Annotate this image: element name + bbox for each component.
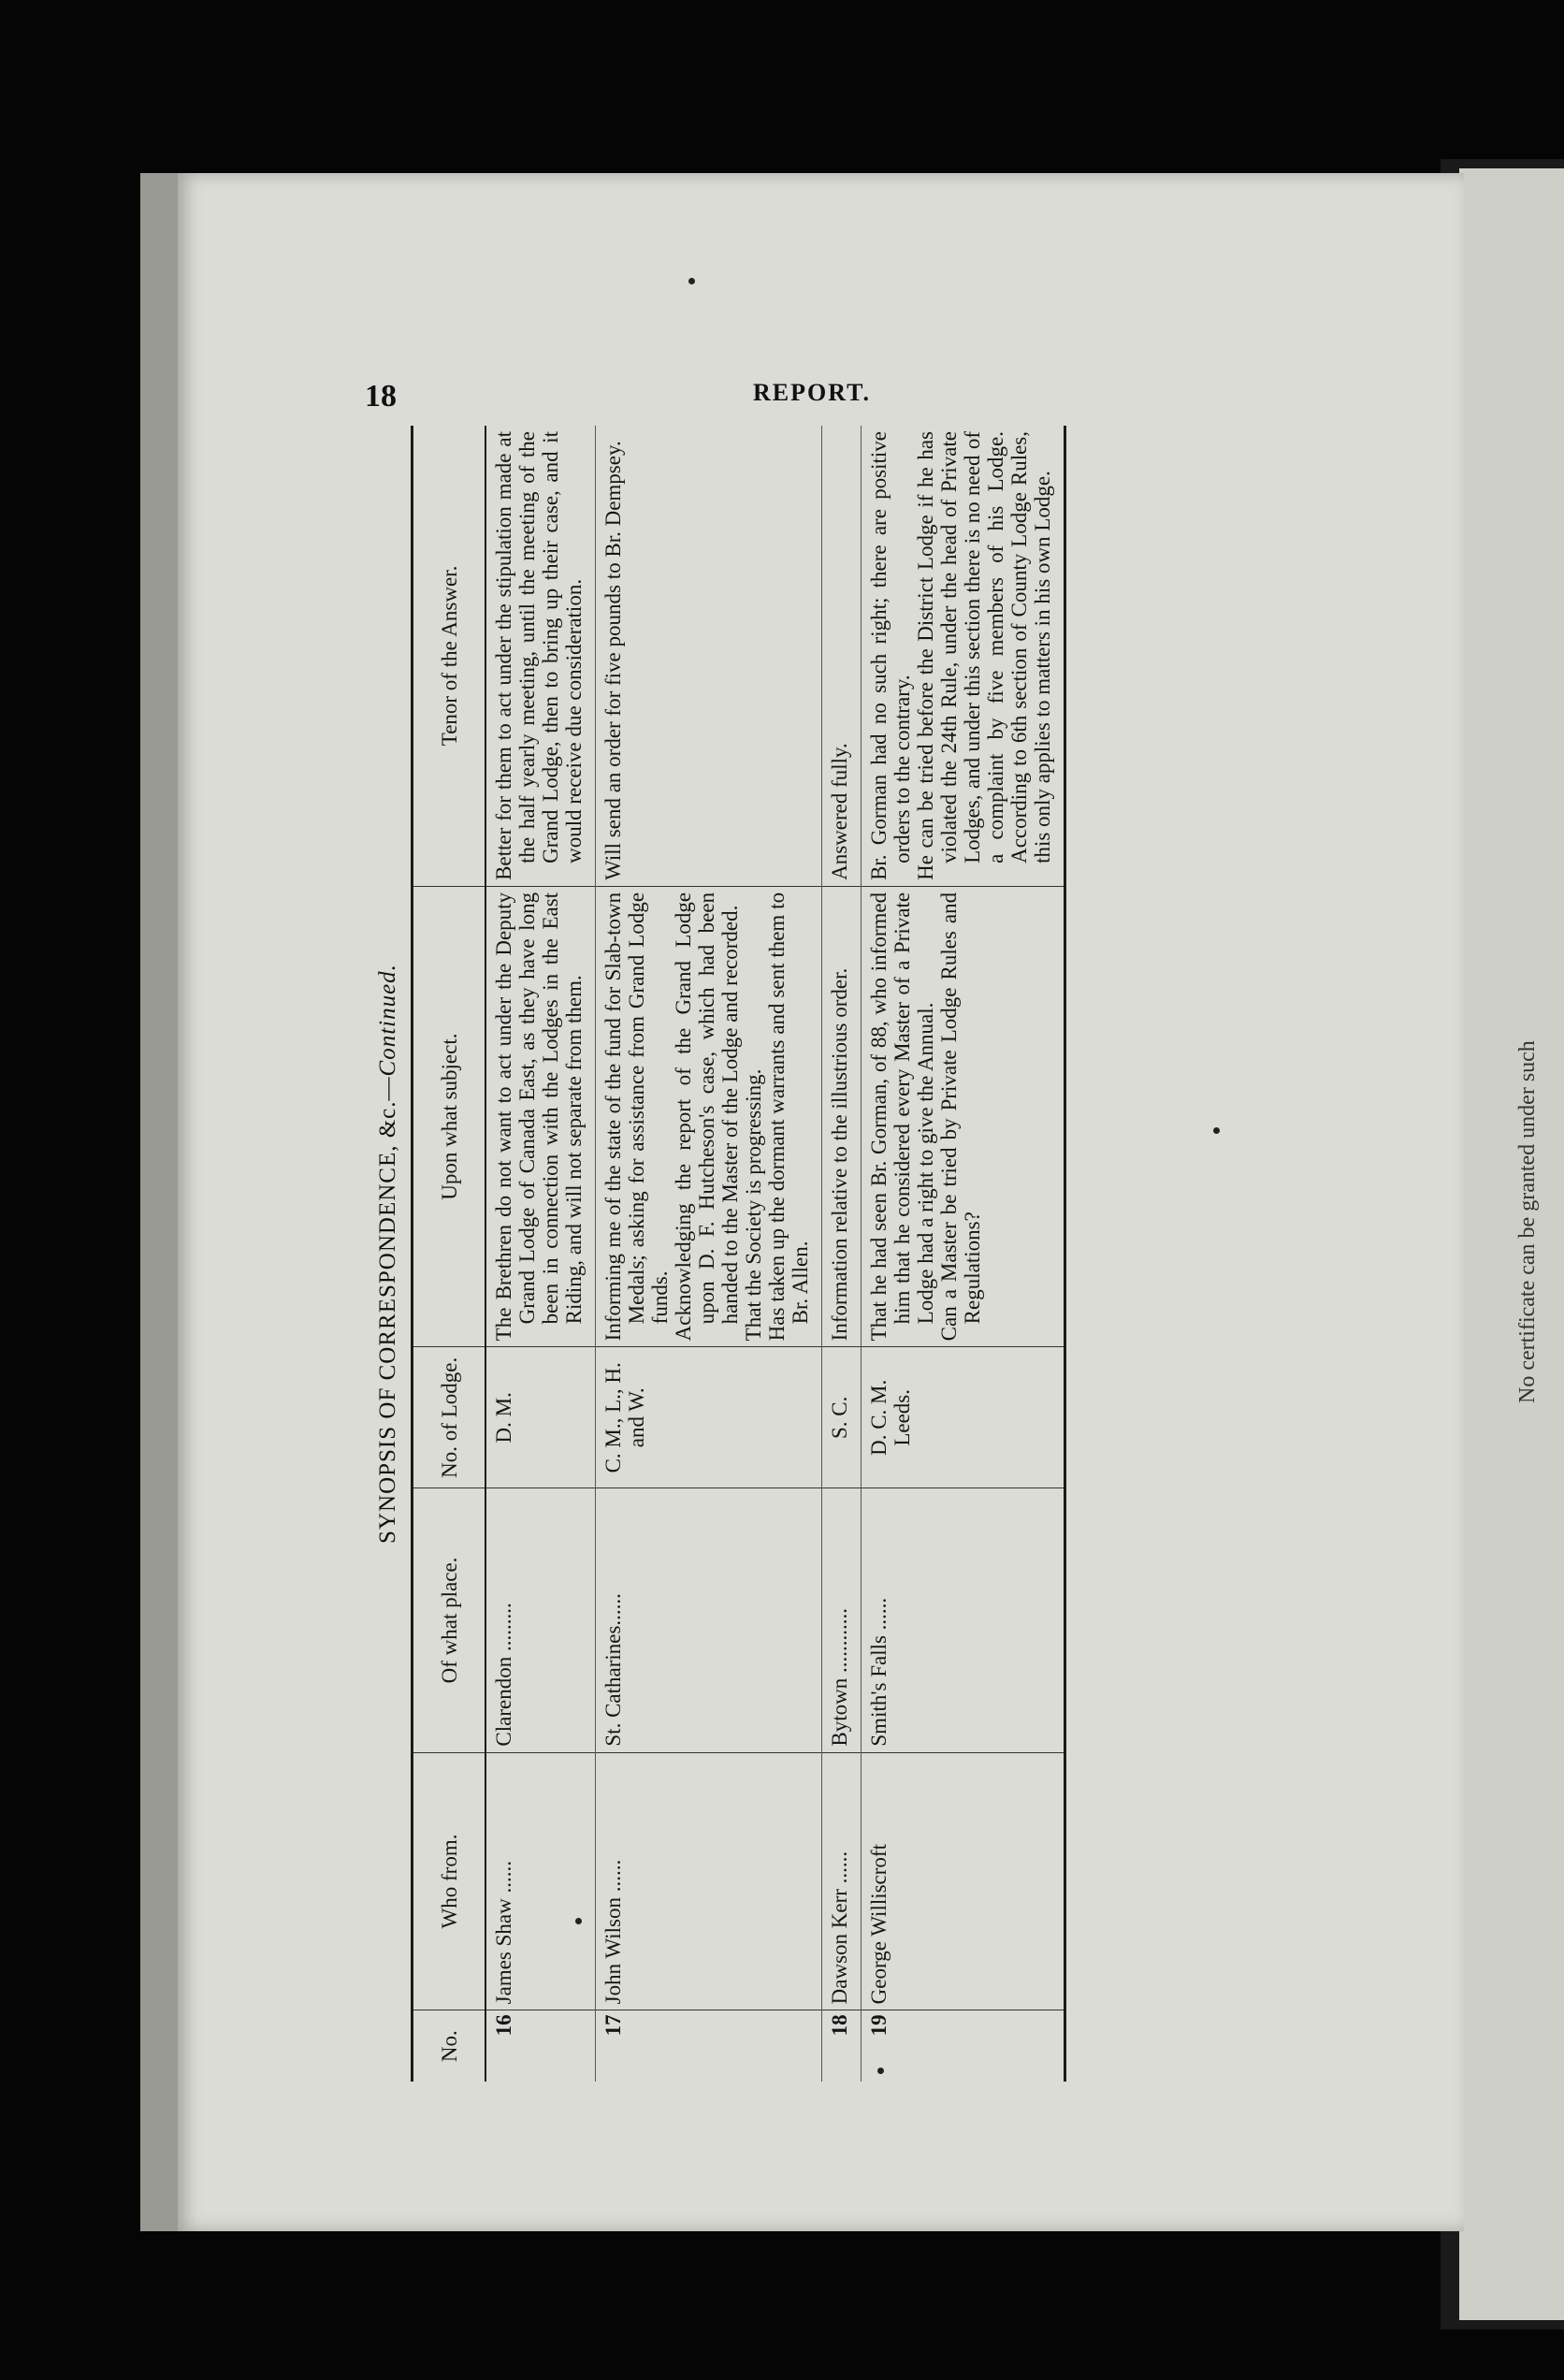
cell-no: 19 xyxy=(862,2010,1065,2082)
header-no: No. xyxy=(413,2010,486,2082)
answer-paragraph: Answered fully. xyxy=(828,743,851,880)
table-row xyxy=(596,426,822,2082)
cell-no: 17 xyxy=(596,2010,822,2082)
cell-answer xyxy=(596,426,822,886)
table-title: SYNOPSIS OF CORRESPONDENCE, &c.—Continued. xyxy=(375,964,400,1544)
cell-place: Smith's Falls ...... xyxy=(862,1488,1065,1752)
cell-lodge: D. M. xyxy=(485,1347,596,1488)
answer-paragraph: Will send an order for five pounds to Br. Dempsey. xyxy=(601,441,625,880)
table-header-row xyxy=(413,426,486,2082)
next-page-edge xyxy=(1459,168,1564,2320)
cell-who-from: George Williscroft xyxy=(862,1752,1065,2010)
running-head: REPORT. xyxy=(753,379,871,406)
answer-paragraph: Better for them to act under the stipulation made at the half yearly meeting, until the meeting of the Grand Lodge, then to bring up their case, and it would receive due consideration. xyxy=(492,431,586,880)
cell-who-from: James Shaw ...... xyxy=(485,1752,596,2010)
cell-subject xyxy=(485,886,596,1346)
table-title-main: SYNOPSIS OF CORRESPONDENCE, &c. xyxy=(375,1100,400,1544)
header-subject: Upon what subject. xyxy=(413,886,486,1346)
cell-place: Clarendon ......... xyxy=(485,1488,596,1752)
answer-paragraph: Br. Gorman had no such right; there are positive orders to the contrary. xyxy=(867,431,914,880)
subject-paragraph: That he had seen Br. Gorman, of 88, who informed him that he considered every Master of a Private Lodge had a right to give the Annual. xyxy=(867,892,937,1342)
answer-paragraph: He can be tried before the District Lodge if he has violated the 24th Rule, under the head of Private Lodges, and under this section there is no need of a complaint by five members of his Lodge. According to 6th section of County Lodge Rules, this only applies to matters in his own Lodge. xyxy=(914,431,1054,880)
cell-place: Bytown ............ xyxy=(822,1488,862,1752)
table-body xyxy=(485,426,1065,2082)
cell-subject xyxy=(862,886,1065,1346)
cell-answer xyxy=(862,426,1065,886)
ink-speck xyxy=(688,278,695,284)
page-number: 18 xyxy=(365,379,397,414)
ink-speck xyxy=(575,1918,582,1924)
table-title-suffix: Continued. xyxy=(375,964,400,1077)
cell-lodge: D. C. M. Leeds. xyxy=(862,1347,1065,1488)
ink-speck xyxy=(877,2068,884,2074)
table-row xyxy=(862,426,1065,2082)
cell-subject xyxy=(596,886,822,1346)
cell-lodge: S. C. xyxy=(822,1347,862,1488)
cell-who-from: Dawson Kerr ...... xyxy=(822,1752,862,2010)
cell-no: 16 xyxy=(485,2010,596,2082)
cell-answer xyxy=(822,426,862,886)
table-row xyxy=(485,426,596,2082)
header-place: Of what place. xyxy=(413,1488,486,1752)
subject-paragraph: The Brethren do not want to act under the Deputy Grand Lodge of Canada East, as they have long been in connection with the Lodges in the East Riding, and will not separate from them. xyxy=(492,892,586,1342)
correspondence-table xyxy=(411,426,1066,2082)
subject-paragraph: Has taken up the dormant warrants and sent them to Br. Allen. xyxy=(765,892,812,1342)
cell-subject xyxy=(822,886,862,1346)
header-lodge: No. of Lodge. xyxy=(413,1347,486,1488)
subject-paragraph: Informing me of the state of the fund for Slab-town Medals; asking for assistance from Grand Lodge funds. xyxy=(601,892,672,1342)
cell-answer xyxy=(485,426,596,886)
cell-place: St. Catharines...... xyxy=(596,1488,822,1752)
header-who-from: Who from. xyxy=(413,1752,486,2010)
subject-paragraph: Can a Master be tried by Private Lodge Rules and Regulations? xyxy=(937,892,984,1342)
header-answer: Tenor of the Answer. xyxy=(413,426,486,886)
subject-paragraph: Acknowledging the report of the Grand Lodge upon D. F. Hutcheson's case, which had been handed to the Master of the Lodge and recorded. xyxy=(672,892,742,1342)
subject-paragraph: That the Society is progressing. xyxy=(742,1068,765,1342)
ink-speck xyxy=(1213,1127,1220,1134)
subject-paragraph: Information relative to the illustrious order. xyxy=(828,967,851,1342)
cell-no: 18 xyxy=(822,2010,862,2082)
rotated-table-container xyxy=(369,426,1305,2082)
table-row xyxy=(822,426,862,2082)
cell-who-from: John Wilson ...... xyxy=(596,1752,822,2010)
cell-lodge: C. M., L., H. and W. xyxy=(596,1347,822,1488)
next-page-text: No certificate can be granted under such xyxy=(1515,1040,1540,1403)
